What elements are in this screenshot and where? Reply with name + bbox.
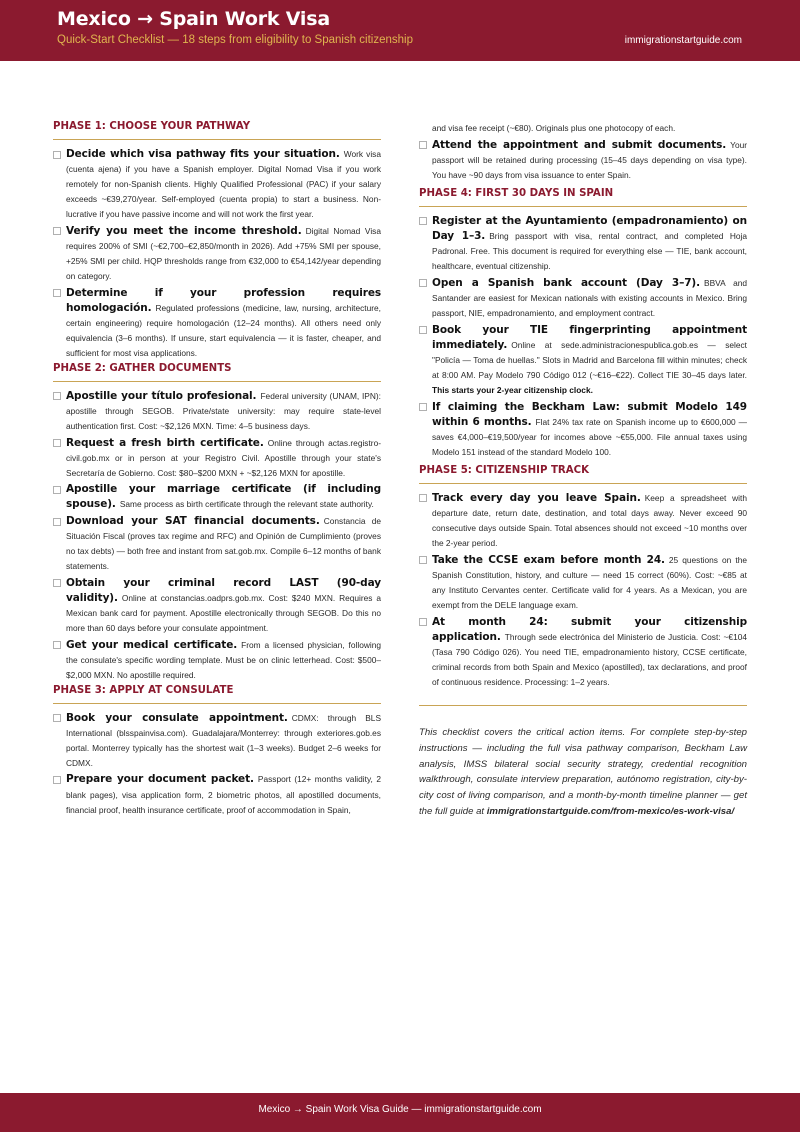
phase-5-heading: PHASE 5: CITIZENSHIP TRACK xyxy=(419,465,747,484)
item-body: Online at sede.administracionespublica.gob.es — select "Policía — Toma de huellas." Slots in Madrid and Barcelona fill within minutes; check at 8:00 AM. Pay Modelo 790 Código 012 (~€16–€22). Collect TIE 30–45 days later. xyxy=(432,339,747,380)
phase-1-heading: PHASE 1: CHOOSE YOUR PATHWAY xyxy=(53,121,381,140)
checklist-item xyxy=(53,638,381,683)
phase-3-heading: PHASE 3: APPLY AT CONSULATE xyxy=(53,685,381,704)
item-body: 25 questions on the Spanish Constitution, history, and culture — need 15 correct (60%). Cost: ~€85 at any Instituto Cervantes center. Certificate valid for 4 years. As a Mexican, you are exempt from the DELE language exam. xyxy=(432,554,747,611)
item-title: Obtain your criminal record LAST (90-day validity). xyxy=(66,576,381,605)
item-body: Your passport will be retained during processing (15–45 days depending on visa type). You have ~90 days from visa issuance to enter Spain. xyxy=(432,139,747,180)
header-site-link[interactable]: immigrationstartguide.com xyxy=(624,35,742,46)
checklist-item xyxy=(53,436,381,481)
checklist-item xyxy=(53,482,381,512)
item-body: Through sede electrónica del Ministerio de Justicia. Cost: ~€104 (Tasa 790 Código 026). You need TIE, empadronamiento history, CCSE certificate, criminal records from both Spain and Mexico (apostilled), tax declarations, and proof of continuous residence. Processing: 1–2 years. xyxy=(432,631,747,687)
page-header xyxy=(0,0,800,61)
item-body: Keep a spreadsheet with departure date, return date, destination, and total days away. Never exceed 90 consecutive days outside Spain. Total absences should not exceed ~10 months over the 2-year period. xyxy=(432,492,747,549)
item-title: Prepare your document packet. xyxy=(66,773,254,786)
item-title: Attend the appointment and submit documents. xyxy=(432,138,727,151)
page-title: Mexico → Spain Work Visa xyxy=(57,8,330,30)
checkbox[interactable] xyxy=(419,217,427,225)
checkbox[interactable] xyxy=(53,289,61,297)
page-footer: Mexico → Spain Work Visa Guide — immigrationstartguide.com xyxy=(0,1093,800,1132)
item-body: Regulated professions (medicine, law, nursing, architecture, certain engineering) require homologación (12–24 months). All others need only equivalencia (3–6 months). If unsure, start equivalencia — it is faster, cheaper, and sufficient for most visa applications. xyxy=(66,302,381,359)
item-emphasis: This starts your 2-year citizenship clock. xyxy=(432,384,593,395)
left-column xyxy=(53,110,381,819)
item-body: Passport (12+ months validity, 2 blank pages), visa application form, 2 biometric photos, all apostilled documents, financial proof, health insurance certificate, proof of accommodation in Spain, xyxy=(66,774,381,815)
item-title: Decide which visa pathway fits your situation. xyxy=(66,148,340,160)
item-title: Open a Spanish bank account (Day 3–7). xyxy=(432,276,701,289)
right-column xyxy=(419,121,747,819)
checkbox[interactable] xyxy=(419,141,427,149)
item-body: Online at constancias.oadprs.gob.mx. Cost: $240 MXN. Requires a Mexican bank card for payment. Apostille electronically through SEGOB. Do this no more than 60 days before your consulate appointment. xyxy=(66,593,381,634)
checklist-item xyxy=(53,576,381,636)
checklist-item xyxy=(419,615,747,690)
item-body: Digital Nomad Visa requires 200% of SMI (~€2,700–€2,850/month in 2026). Add +75% SMI per spouse, +25% SMI per child. HQP thresholds range from €32,000 to €54,142/year depending on category. xyxy=(66,225,381,282)
checkbox[interactable] xyxy=(419,618,427,626)
item-body-continued: and visa fee receipt (~€80). Originals plus one photocopy of each. xyxy=(432,123,676,133)
item-title: If claiming the Beckham Law: submit Modelo 149 within 6 months. xyxy=(432,400,747,428)
checklist-item xyxy=(419,214,747,274)
page-subtitle: Quick-Start Checklist — 18 steps from eligibility to Spanish citizenship xyxy=(57,34,414,46)
item-title: Register at the Ayuntamiento (empadronamiento) on Day 1–3. xyxy=(432,214,747,242)
item-title: Book your consulate appointment. xyxy=(66,711,288,724)
item-title: At month 24: submit your citizenship application. xyxy=(432,615,747,643)
checkbox[interactable] xyxy=(53,518,61,526)
checkbox[interactable] xyxy=(419,279,427,287)
checkbox[interactable] xyxy=(53,227,61,235)
item-title: Download your SAT financial documents. xyxy=(66,515,320,528)
phase-2-heading: PHASE 2: GATHER DOCUMENTS xyxy=(53,363,381,382)
checklist-item xyxy=(53,772,381,817)
divider xyxy=(419,705,747,706)
item-title: Book your TIE fingerprinting appointment immediately. xyxy=(432,323,747,351)
item-body: Federal university (UNAM, IPN): apostille through SEGOB. Private/state university: may require state-level authentication first. Cost: ~$2,126 MXN. Time: 4–5 business days. xyxy=(66,390,381,431)
item-title: Request a fresh birth certificate. xyxy=(66,436,264,449)
item-title: Determine if your profession requires homologación. xyxy=(66,286,381,314)
checkbox[interactable] xyxy=(53,579,61,587)
item-body: Bring passport with visa, rental contract, and completed Hoja Padronal. Free. This document is required for everything else — TIE, bank account, healthcare, eventual citizenship. xyxy=(432,230,748,272)
checklist-item xyxy=(53,147,381,222)
checklist-item xyxy=(53,224,381,284)
checkbox[interactable] xyxy=(419,494,427,502)
checkbox[interactable] xyxy=(53,486,61,494)
item-title: Apostille your marriage certificate (if including spouse). xyxy=(66,483,381,511)
item-body: Flat 24% tax rate on Spanish income up to €600,000 — saves €4,000–€19,500/year for incomes above ~€55,000. File annual taxes using Modelo 151 instead of the standard Modelo 100. xyxy=(432,416,748,457)
guide-link[interactable]: immigrationstartguide.com/from-mexico/es-work-visa/ xyxy=(486,805,735,817)
item-title: Apostille your título profesional. xyxy=(66,389,257,402)
checkbox[interactable] xyxy=(53,439,61,447)
item-body: CDMX: through BLS International (blsspainvisa.com). Guadalajara/Monterrey: through exteriores.gob.es portal. Monterrey typically has the shortest wait (1–3 weeks). Budget 2–6 weeks for CDMX. xyxy=(66,712,382,768)
checkbox[interactable] xyxy=(419,403,427,411)
guide-note xyxy=(419,725,747,819)
checklist-item xyxy=(419,138,747,183)
item-body: Work visa (cuenta ajena) if you have a Spanish employer. Digital Nomad Visa if you work remotely for non-Spanish clients. Highly Qualified Professional (PAC) if your salary exceeds ~€39,270/year. Self-employed (cuenta propia) to start a business. Non-lucrative if you have passive income and will not work the first year. xyxy=(66,149,381,220)
checklist-item xyxy=(53,711,381,771)
checkbox[interactable] xyxy=(53,392,61,400)
note-text: This checklist covers the critical action items. For complete step-by-step instructions — including the full visa pathway comparison, Beckham Law analysis, IMSS bilateral social security strategy, credential recognition walkthrough, consulate interview preparation, autónomo registration, city-by-city cost of living comparison, and a month-by-month timeline planner — get the full guide at xyxy=(419,727,747,817)
item-body: From a licensed physician, following the consulate's specific wording template. Must be on clinic letterhead. Cost: $500–$2,000 MXN. No apostille required. xyxy=(66,639,382,680)
checklist-item xyxy=(53,286,381,361)
checkbox[interactable] xyxy=(53,641,61,649)
checklist-item xyxy=(419,491,747,551)
checkbox[interactable] xyxy=(53,151,61,159)
item-body: Constancia de Situación Fiscal (proves tax regime and RFC) and Opinión de Cumplimiento (proves no tax debts) — both free and instant from sat.gob.mx. Compile 6–12 months of bank statements. xyxy=(66,516,382,572)
checklist-item xyxy=(53,514,381,574)
checklist-item xyxy=(419,553,747,613)
item-title: Verify you meet the income threshold. xyxy=(66,224,302,237)
checkbox[interactable] xyxy=(419,556,427,564)
phase-4-heading: PHASE 4: FIRST 30 DAYS IN SPAIN xyxy=(419,188,747,207)
item-body: Same process as birth certificate through the relevant state authority. xyxy=(119,499,374,510)
item-title: Track every day you leave Spain. xyxy=(432,491,641,504)
checkbox[interactable] xyxy=(53,714,61,722)
checklist-item xyxy=(419,323,747,398)
checkbox[interactable] xyxy=(419,326,427,334)
item-body: Online through actas.registro-civil.gob.mx or in person at your Registro Civil. Apostille through your state's Secretaría de Gobierno. Cost: $80–$200 MXN + ~$2,126 MXN for apostille. xyxy=(66,437,381,478)
checklist-item xyxy=(419,276,747,321)
checkbox[interactable] xyxy=(53,776,61,784)
checklist-item xyxy=(53,389,381,434)
item-title: Get your medical certificate. xyxy=(66,638,238,651)
item-title: Take the CCSE exam before month 24. xyxy=(432,553,665,566)
item-body: BBVA and Santander are easiest for Mexican nationals with existing accounts in Mexico. Bring passport, NIE, empadronamiento, and employment contract. xyxy=(432,277,747,318)
checklist-item xyxy=(419,400,747,460)
